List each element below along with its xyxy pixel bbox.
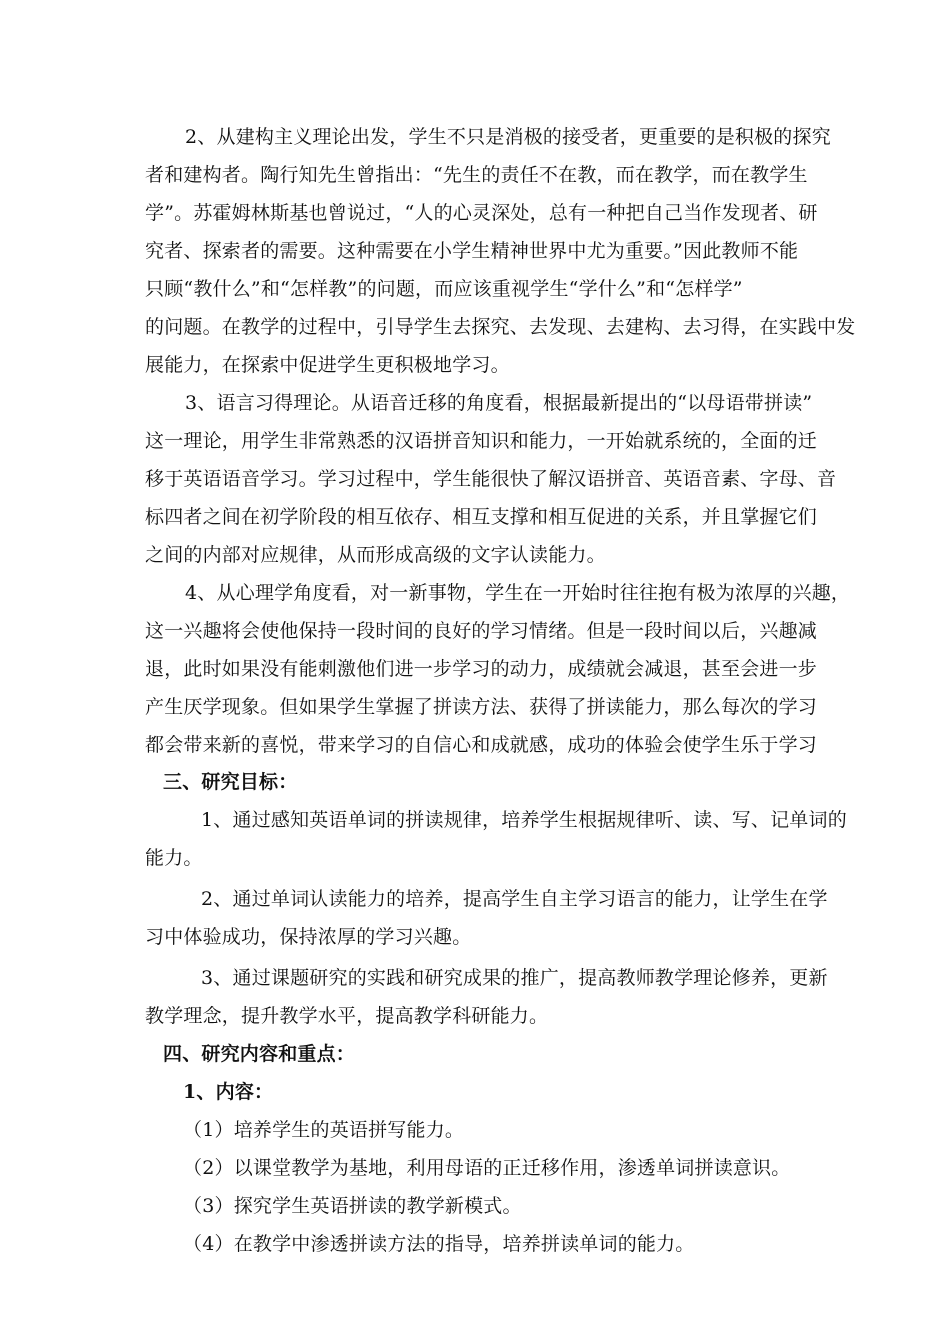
paragraph-2-line-1: 2、从建构主义理论出发，学生不只是消极的接受者，更重要的是积极的探究 bbox=[185, 126, 831, 148]
paragraph-2-line-7: 展能力，在探索中促进学生更积极地学习。 bbox=[145, 354, 510, 376]
goal-1-line-2: 能力。 bbox=[145, 847, 203, 869]
section-3-heading: 三、研究目标： bbox=[163, 771, 298, 793]
paragraph-2-line-4: 究者、探索者的需要。这种需要在小学生精神世界中尤为重要。”因此教师不能 bbox=[145, 240, 799, 262]
paragraph-4-line-5: 都会带来新的喜悦，带来学习的自信心和成就感，成功的体验会使学生乐于学习 bbox=[145, 734, 818, 756]
paragraph-4-line-4: 产生厌学现象。但如果学生掌握了拼读方法、获得了拼读能力，那么每次的学习 bbox=[145, 696, 818, 718]
paragraph-3-line-5: 之间的内部对应规律，从而形成高级的文字认读能力。 bbox=[145, 544, 606, 566]
content-item-2: （2）以课堂教学为基地，利用母语的正迁移作用，渗透单词拼读意识。 bbox=[183, 1157, 791, 1179]
goal-3-line-2: 教学理念，提升教学水平，提高教学科研能力。 bbox=[145, 1005, 549, 1027]
paragraph-3-line-3: 移于英语语音学习。学习过程中，学生能很快了解汉语拼音、英语音素、字母、音 bbox=[145, 468, 837, 490]
goal-2-line-2: 习中体验成功，保持浓厚的学习兴趣。 bbox=[145, 926, 472, 948]
paragraph-2-line-3: 学”。苏霍姆林斯基也曾说过，“人的心灵深处，总有一种把自己当作发现者、研 bbox=[145, 202, 818, 224]
paragraph-4-line-2: 这一兴趣将会使他保持一段时间的良好的学习情绪。但是一段时间以后，兴趣减 bbox=[145, 620, 818, 642]
goal-3-line-1: 3、通过课题研究的实践和研究成果的推广，提高教师教学理论修养，更新 bbox=[201, 967, 828, 989]
paragraph-2-line-6: 的问题。在教学的过程中，引导学生去探究、去发现、去建构、去习得，在实践中发 bbox=[145, 316, 856, 338]
section-4-subheading: 1、内容： bbox=[183, 1081, 274, 1103]
goal-2-line-1: 2、通过单词认读能力的培养，提高学生自主学习语言的能力，让学生在学 bbox=[201, 888, 828, 910]
paragraph-3-line-2: 这一理论，用学生非常熟悉的汉语拼音知识和能力，一开始就系统的，全面的迁 bbox=[145, 430, 818, 452]
paragraph-3-line-4: 标四者之间在初学阶段的相互依存、相互支撑和相互促进的关系，并且掌握它们 bbox=[145, 506, 818, 528]
content-item-4: （4）在教学中渗透拼读方法的指导，培养拼读单词的能力。 bbox=[183, 1233, 695, 1255]
goal-1-line-1: 1、通过感知英语单词的拼读规律，培养学生根据规律听、读、写、记单词的 bbox=[201, 809, 847, 831]
content-item-1: （1）培养学生的英语拼写能力。 bbox=[183, 1119, 465, 1141]
paragraph-2-line-5: 只顾“教什么”和“怎样教”的问题，而应该重视学生“学什么”和“怎样学” bbox=[145, 278, 743, 300]
section-4-heading: 四、研究内容和重点： bbox=[163, 1043, 356, 1065]
paragraph-4-line-1: 4、从心理学角度看，对一新事物，学生在一开始时往往抱有极为浓厚的兴趣， bbox=[185, 582, 851, 604]
paragraph-2-line-2: 者和建构者。陶行知先生曾指出：“先生的责任不在教，而在教学，而在教学生 bbox=[145, 164, 808, 186]
paragraph-4-line-3: 退，此时如果没有能刺激他们进一步学习的动力，成绩就会减退，甚至会进一步 bbox=[145, 658, 818, 680]
content-item-3: （3）探究学生英语拼读的教学新模式。 bbox=[183, 1195, 522, 1217]
paragraph-3-line-1: 3、语言习得理论。从语音迁移的角度看，根据最新提出的“以母语带拼读” bbox=[185, 392, 813, 414]
